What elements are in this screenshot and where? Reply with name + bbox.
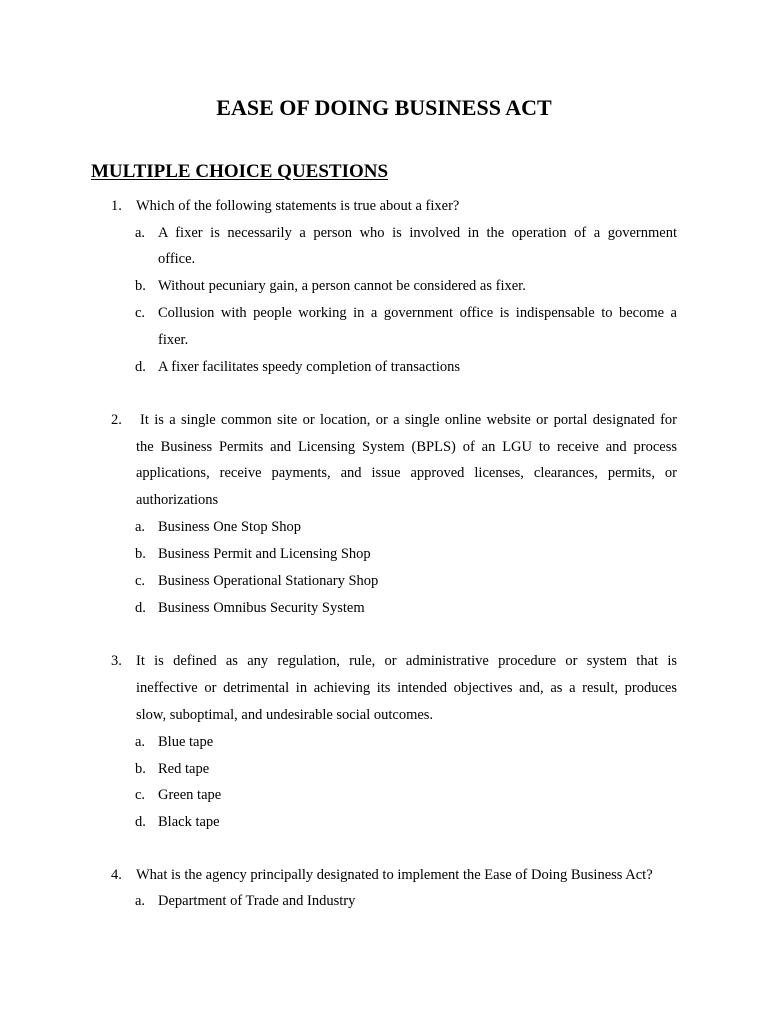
choice-text-line: Business One Stop Shop	[158, 519, 302, 535]
choice-text-line: Without pecuniary gain, a person cannot be considered as fixer.	[158, 278, 526, 294]
choice-text-line: Department of Trade and Industry	[158, 893, 356, 909]
choice-text-line: Business Omnibus Security System	[158, 600, 365, 616]
choice-text-line: office.	[158, 251, 196, 267]
choice-text-line: fixer.	[158, 332, 189, 348]
choice-letter: c.	[135, 305, 146, 321]
choice-text-line: Business Operational Stationary Shop	[158, 573, 379, 589]
choice-letter: b.	[135, 546, 146, 562]
choice-text-line: Red tape	[158, 761, 210, 777]
choice-text-line: Black tape	[158, 814, 220, 830]
choice-text-line: Business Permit and Licensing Shop	[158, 546, 371, 562]
document-title: EASE OF DOING BUSINESS ACT	[216, 95, 552, 120]
question-number: 4.	[111, 867, 122, 883]
choice-letter: b.	[135, 761, 146, 777]
choice-letter: d.	[135, 600, 146, 616]
question-number: 1.	[111, 198, 122, 214]
section-heading: MULTIPLE CHOICE QUESTIONS	[91, 161, 389, 182]
question-text-line: the Business Permits and Licensing System (BPLS) of an LGU to receive and process	[136, 439, 677, 455]
choice-letter: a.	[135, 893, 146, 909]
choice-letter: a.	[135, 734, 146, 750]
choice-text-line: Green tape	[158, 787, 222, 803]
question-number: 2.	[111, 412, 122, 428]
choice-letter: d.	[135, 359, 146, 375]
question-text-line: ineffective or detrimental in achieving its intended objectives and, as a result, produces	[136, 680, 677, 696]
choice-text-line: A fixer facilitates speedy completion of transactions	[158, 359, 460, 375]
choice-letter: a.	[135, 519, 146, 535]
question-text-line: authorizations	[136, 492, 219, 508]
choice-letter: a.	[135, 225, 146, 241]
choice-letter: b.	[135, 278, 146, 294]
question-text-line: It is a single common site or location, or a single online website or portal designated for	[140, 412, 677, 428]
question-text-line: slow, suboptimal, and undesirable social outcomes.	[136, 707, 434, 723]
question-text-line: It is defined as any regulation, rule, or administrative procedure or system that is	[136, 653, 677, 669]
question-text-line: What is the agency principally designated to implement the Ease of Doing Business Act?	[136, 867, 653, 883]
choice-letter: c.	[135, 573, 146, 589]
choice-text-line: Collusion with people working in a government office is indispensable to become a	[158, 305, 677, 321]
question-text-line: Which of the following statements is true about a fixer?	[136, 198, 460, 214]
question-number: 3.	[111, 653, 122, 669]
choice-letter: d.	[135, 814, 146, 830]
choice-text-line: Blue tape	[158, 734, 214, 750]
choice-text-line: A fixer is necessarily a person who is involved in the operation of a government	[158, 225, 677, 241]
question-text-line: applications, receive payments, and issue approved licenses, clearances, permits, or	[136, 465, 677, 481]
choice-letter: c.	[135, 787, 146, 803]
